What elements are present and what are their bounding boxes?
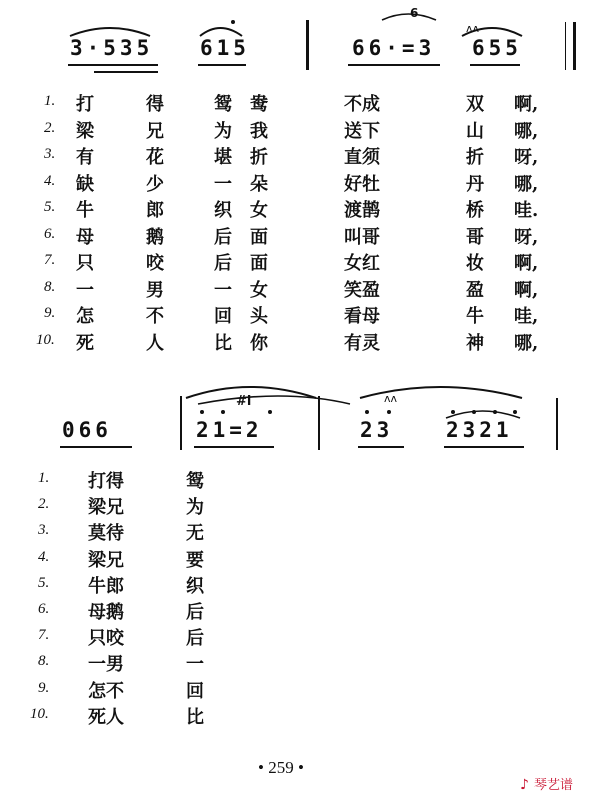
lyric-syllable: 丹 (466, 173, 484, 195)
page-number (258, 758, 304, 778)
lyric-line (0, 624, 590, 650)
lyric-syllable: 一 (186, 654, 204, 676)
lyric-syllable: 送下 (344, 120, 380, 142)
watermark-logo (520, 774, 573, 793)
lyric-syllable: 缺 (76, 173, 94, 195)
lyric-line (0, 598, 590, 624)
lyric-syllable: 啊, (514, 279, 539, 301)
lyric-syllable: 鹅 (146, 226, 164, 248)
lyric-syllable: 鸳 (214, 94, 232, 115)
upper-octave-dot (387, 410, 391, 414)
lyric-line (0, 546, 590, 572)
lyric-syllable: 哥 (466, 226, 484, 248)
music-note-icon: ♪ (520, 777, 529, 793)
page-number-text: 259 (268, 758, 294, 777)
beam-line (444, 446, 524, 448)
note-group: 066 (62, 418, 112, 442)
lyric-syllable: 鸳 (186, 471, 204, 492)
lyric-syllable: 不成 (344, 94, 380, 115)
lyric-syllable: 哪, (514, 173, 539, 195)
barline (556, 398, 558, 450)
sharp-grace-mark: #i (236, 394, 252, 409)
lyric-syllable: 有灵 (344, 332, 380, 354)
lyric-syllable: 母鹅 (88, 602, 124, 623)
lyric-syllable: 哪, (514, 332, 539, 354)
lyric-syllable: 得 (146, 94, 164, 115)
lyric-line (0, 467, 590, 493)
verse-number: 3. (38, 522, 50, 539)
lyric-syllable: 我 (250, 120, 268, 142)
lyric-line (0, 703, 590, 729)
beam-line (60, 446, 132, 448)
verse-number: 6. (38, 601, 50, 617)
lyric-syllable: 朵 (250, 173, 268, 195)
upper-octave-dot (472, 410, 476, 414)
lyric-syllable: 不 (146, 306, 164, 327)
lyric-syllable: 鸯 (250, 94, 268, 115)
lyric-line (0, 519, 590, 545)
lyric-syllable: 双 (466, 94, 484, 115)
lyric-syllable: 牛 (76, 200, 94, 221)
lyric-syllable: 笑盈 (344, 279, 380, 301)
lyric-syllable: 怎 (76, 306, 94, 327)
lyric-syllable: 后 (214, 253, 232, 274)
lyric-syllable: 梁 (76, 120, 94, 142)
lyric-line (0, 650, 590, 676)
lyric-syllable: 为 (214, 120, 232, 142)
lyric-syllable: 无 (186, 523, 204, 545)
lyric-syllable: 神 (466, 332, 484, 354)
note-group: 2321 (446, 418, 513, 442)
lyric-line (0, 493, 590, 519)
lyric-syllable: 山 (466, 120, 484, 142)
lyric-syllable: 母 (76, 226, 94, 248)
lyric-syllable: 郎 (146, 200, 164, 221)
lyric-syllable: 回 (214, 306, 232, 327)
verse-number: 8. (38, 653, 50, 670)
barline (318, 396, 320, 450)
lyric-syllable: 堪 (214, 147, 232, 168)
lyric-syllable: 啊, (514, 94, 539, 115)
upper-octave-dot (365, 410, 369, 414)
note-group: 66·=3 (352, 36, 436, 60)
lyric-syllable: 渡鹊 (344, 200, 380, 221)
lyric-syllable: 啊, (514, 253, 539, 274)
lyric-syllable: 头 (250, 306, 268, 327)
watermark-text: 琴艺谱 (534, 778, 574, 793)
lyric-syllable: 梁兄 (88, 549, 124, 571)
lyric-syllable: 一男 (88, 654, 124, 676)
lyric-syllable: 人 (146, 332, 164, 354)
verse-number: 1. (44, 93, 56, 109)
lyric-syllable: 后 (214, 226, 232, 248)
ornament-mark: ʌʌ (384, 392, 398, 405)
lyric-syllable: 花 (146, 147, 164, 168)
lyric-syllable: 要 (186, 549, 204, 571)
lyric-syllable: 呀, (514, 147, 539, 168)
note-group: 3·535 (70, 36, 154, 60)
note-group: 21=2 (196, 418, 263, 442)
ornament-mark: ʌʌ (466, 22, 480, 35)
lyric-syllable: 牛郎 (88, 575, 124, 597)
upper-octave-dot (221, 410, 225, 414)
beam-line (358, 446, 404, 448)
lyric-syllable: 面 (250, 253, 268, 274)
verse-number: 8. (44, 278, 56, 295)
page-number-dot: • (297, 758, 304, 777)
lyric-syllable: 妆 (466, 253, 484, 274)
lyric-syllable: 女 (250, 200, 268, 221)
note-group: 23 (360, 418, 394, 442)
lyric-syllable: 为 (186, 497, 204, 519)
lyric-syllable: 死 (76, 332, 94, 354)
lyric-syllable: 看母 (344, 306, 380, 327)
verse-number: 7. (38, 627, 50, 644)
lyric-syllable: 回 (186, 680, 204, 702)
lyric-syllable: 后 (186, 602, 204, 623)
lyric-syllable: 哇. (514, 200, 539, 221)
lyric-syllable: 比 (186, 706, 204, 728)
page-number-dot: • (258, 758, 264, 777)
lyric-syllable: 呀, (514, 226, 539, 248)
lyric-syllable: 比 (214, 332, 232, 354)
lyric-syllable: 兄 (146, 120, 164, 142)
upper-octave-dot (200, 410, 204, 414)
lyric-syllable: 折 (250, 147, 268, 168)
lyric-syllable: 咬 (146, 253, 164, 274)
verse-number: 7. (44, 252, 56, 268)
lyric-syllable: 好牡 (344, 173, 380, 195)
lyric-syllable: 打得 (88, 471, 124, 492)
verse-number: 4. (38, 548, 50, 565)
verse-number: 6. (44, 225, 56, 242)
lyric-syllable: 有 (76, 147, 94, 168)
upper-octave-dot (451, 410, 455, 414)
lyric-syllable: 叫哥 (344, 226, 380, 248)
lyric-syllable: 梁兄 (88, 497, 124, 519)
lyric-line (0, 572, 590, 598)
lyric-syllable: 莫待 (88, 523, 124, 545)
lyric-syllable: 织 (214, 200, 232, 221)
verse-number: 10. (36, 331, 55, 348)
lyric-syllable: 一 (214, 173, 232, 195)
verse-number: 5. (44, 199, 56, 215)
note-group: 615 (200, 36, 250, 60)
upper-octave-dot (268, 410, 272, 414)
lyric-syllable: 牛 (466, 306, 484, 327)
lyric-syllable: 织 (186, 575, 204, 597)
beam-line (194, 446, 274, 448)
lyric-syllable: 盈 (466, 279, 484, 301)
lyric-syllable: 哪, (514, 120, 539, 142)
lyric-syllable: 女红 (344, 253, 380, 274)
verse-number: 9. (44, 305, 56, 321)
lyric-syllable: 一 (214, 279, 232, 301)
verse-number: 5. (38, 574, 50, 591)
verse-number: 1. (38, 470, 50, 486)
verse-number: 10. (30, 705, 49, 722)
lyric-line (0, 677, 590, 703)
lyric-syllable: 只 (76, 253, 94, 274)
verse-number: 9. (38, 679, 50, 696)
lyric-syllable: 怎不 (88, 680, 124, 702)
lyric-syllable: 你 (250, 332, 268, 354)
lyric-syllable: 面 (250, 226, 268, 248)
lyric-syllable: 男 (146, 279, 164, 301)
lyric-syllable: 折 (466, 147, 484, 168)
lyric-syllable: 一 (76, 279, 94, 301)
verse-number: 2. (38, 496, 50, 513)
lyric-syllable: 女 (250, 279, 268, 301)
lyric-syllable: 死人 (88, 706, 124, 728)
note-group: 655 (472, 36, 522, 60)
grace-note-mark: 6 (410, 6, 419, 20)
verse-number: 4. (44, 172, 56, 189)
upper-octave-dot (513, 410, 517, 414)
upper-octave-dot (493, 410, 497, 414)
verse-number: 2. (44, 119, 56, 136)
verse-number: 3. (44, 146, 56, 162)
lyric-syllable: 少 (146, 173, 164, 195)
lyric-syllable: 后 (186, 628, 204, 650)
lyric-syllable: 直须 (344, 147, 380, 168)
lyric-syllable: 桥 (466, 200, 484, 221)
barline (180, 396, 182, 450)
lyric-syllable: 打 (76, 94, 94, 115)
lyric-syllable: 哇, (514, 306, 539, 327)
lyric-syllable: 只咬 (88, 628, 124, 650)
